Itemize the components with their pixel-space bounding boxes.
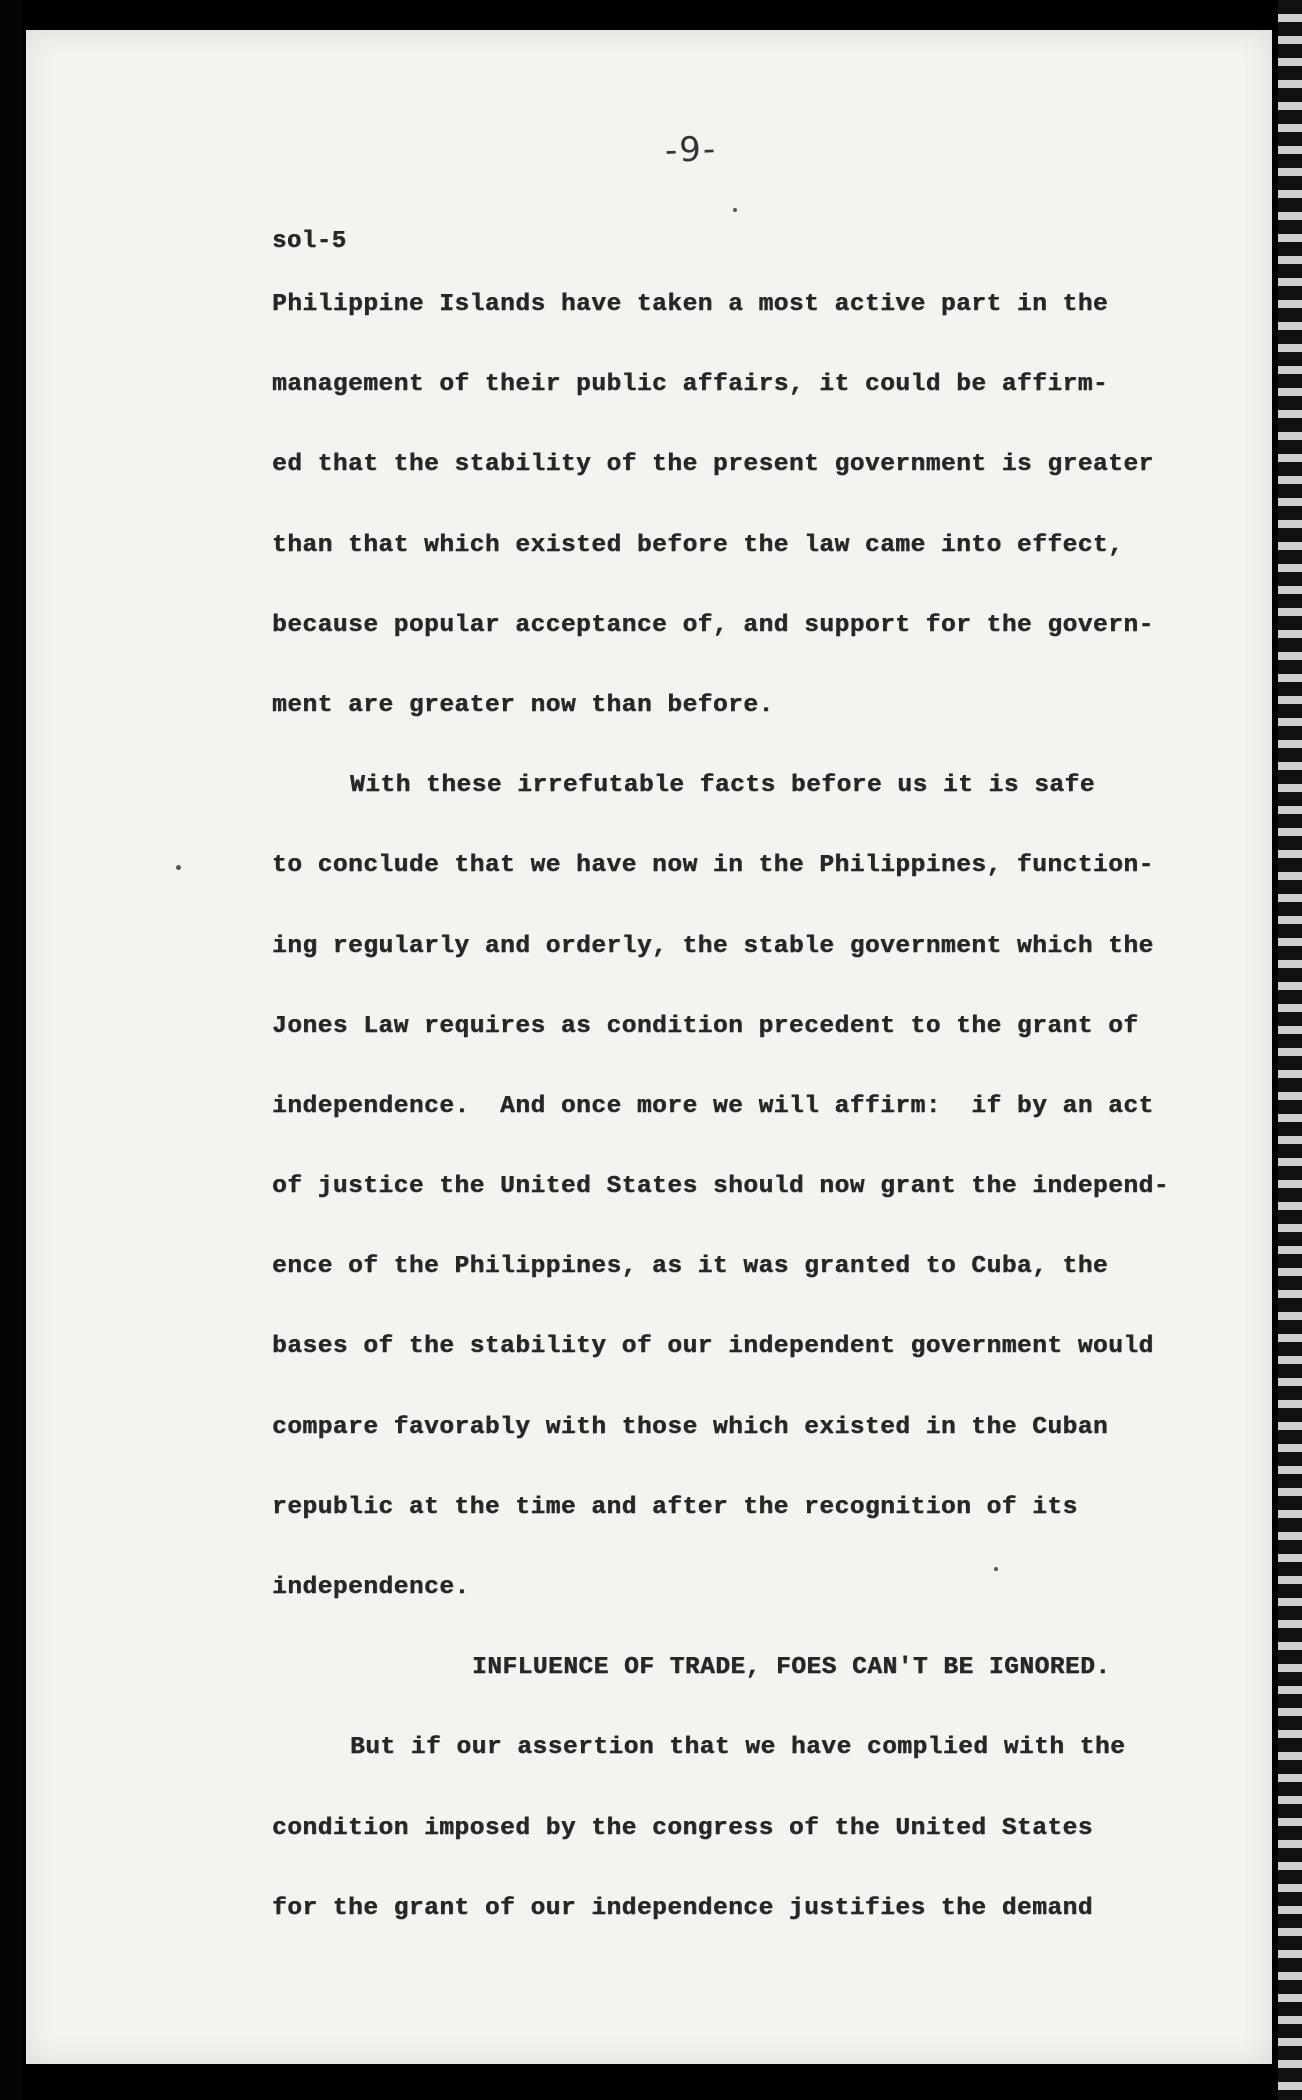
section-heading: INFLUENCE OF TRADE, FOES CAN'T BE IGNORED.: [472, 1654, 1111, 1682]
text-line: republic at the time and after the recognition of its: [272, 1493, 1078, 1521]
film-frame-right-edge: [1278, 0, 1302, 2100]
text-line: ment are greater now than before.: [272, 691, 774, 719]
text-line: for the grant of our independence justifies the demand: [272, 1894, 1093, 1922]
text-line: ed that the stability of the present government is greater: [272, 451, 1154, 479]
text-line: ence of the Philippines, as it was granted to Cuba, the: [272, 1253, 1109, 1281]
ink-speck: [176, 865, 181, 870]
text-line: independence. And once more we will affirm: if by an act: [272, 1092, 1154, 1120]
text-line: condition imposed by the congress of the United States: [272, 1814, 1093, 1842]
text-line: than that which existed before the law came into effect,: [272, 531, 1124, 559]
document-slug: sol-5: [272, 228, 347, 255]
text-line-paragraph-start: With these irrefutable facts before us it is safe: [350, 772, 1095, 800]
text-line: because popular acceptance of, and support for the govern-: [272, 611, 1154, 639]
text-line: of justice the United States should now grant the independ-: [272, 1173, 1169, 1201]
text-line: bases of the stability of our independent government would: [272, 1333, 1154, 1361]
text-line: to conclude that we have now in the Philippines, function-: [272, 852, 1154, 880]
text-line: compare favorably with those which existed in the Cuban: [272, 1413, 1109, 1441]
text-line: Philippine Islands have taken a most active part in the: [272, 291, 1109, 318]
film-frame-left-edge: [0, 0, 22, 2100]
text-line: Jones Law requires as condition precedent to the grant of: [272, 1012, 1139, 1040]
text-line: management of their public affairs, it could be affirm-: [272, 371, 1109, 399]
page-number: -9-: [664, 129, 718, 171]
text-line: independence.: [272, 1574, 470, 1601]
document-body: [272, 265, 1197, 1949]
text-line-paragraph-start: But if our assertion that we have complied with the: [350, 1734, 1126, 1762]
ink-speck: [733, 208, 737, 212]
text-line: ing regularly and orderly, the stable government which the: [272, 932, 1154, 960]
